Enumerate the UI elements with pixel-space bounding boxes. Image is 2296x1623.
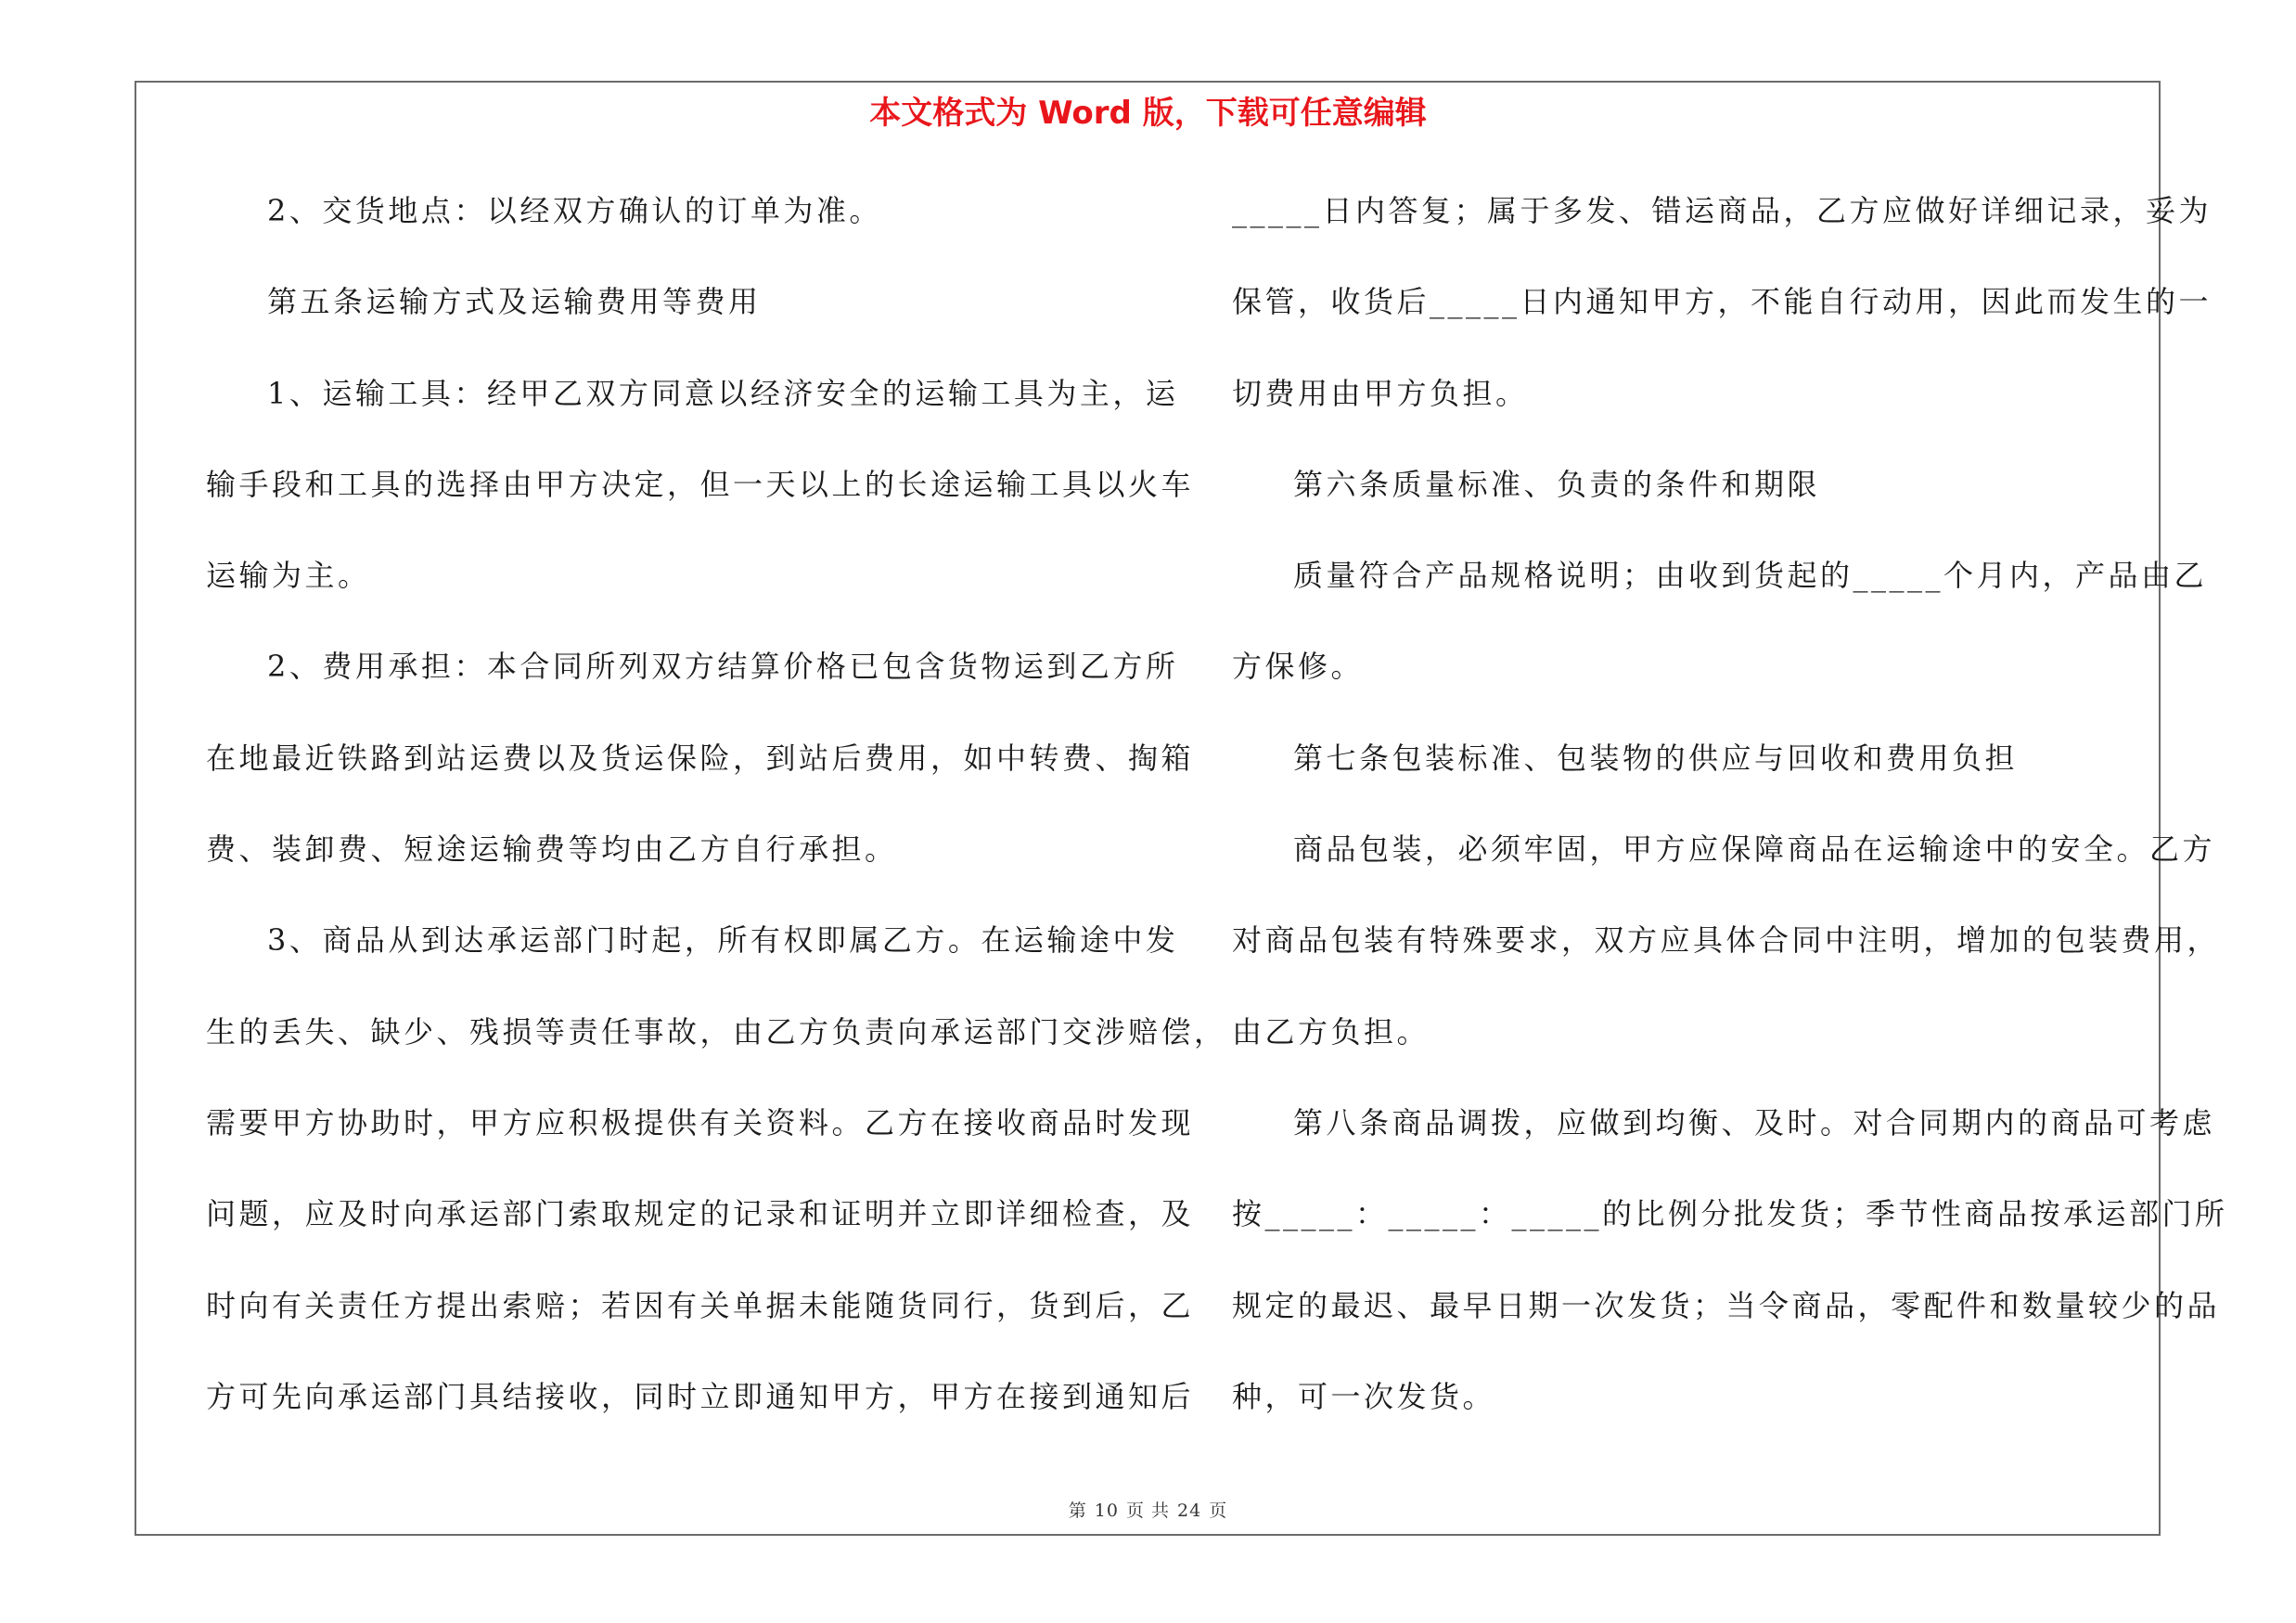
- paragraph-line: 费、装卸费、短途运输费等均由乙方自行承担。: [206, 831, 898, 868]
- paragraph-line: 第八条商品调拨，应做到均衡、及时。对合同期内的商品可考虑: [1293, 1104, 2216, 1140]
- paragraph-line: 1、运输工具：经甲乙双方同意以经济安全的运输工具为主，运: [267, 375, 1179, 411]
- right-column: [1232, 184, 2228, 1461]
- paragraph-line: 2、费用承担：本合同所列双方结算价格已包含货物运到乙方所: [267, 649, 1179, 685]
- paragraph-line: 规定的最迟、最早日期一次发货；当令商品，零配件和数量较少的品: [1232, 1287, 2221, 1323]
- paragraph-line: 输手段和工具的选择由甲方决定，但一天以上的长途运输工具以火车: [206, 466, 1195, 502]
- paragraph-line: 保管，收货后_____日内通知甲方，不能自行动用，因此而发生的一: [1232, 284, 2213, 320]
- left-column: [206, 184, 1227, 1461]
- paragraph-line: 对商品包装有特殊要求，双方应具体合同中注明，增加的包装费用，: [1232, 922, 2221, 959]
- format-banner: 本文格式为 Word 版，下载可任意编辑: [869, 95, 1427, 132]
- paragraph-line: _____日内答复；属于多发、错运商品，乙方应做好详细记录，妥为: [1232, 193, 2213, 228]
- paragraph-line: 由乙方负担。: [1232, 1013, 1430, 1050]
- paragraph-line: 第六条质量标准、负责的条件和期限: [1293, 466, 1821, 502]
- paragraph-line: 方可先向承运部门具结接收，同时立即通知甲方，甲方在接到通知后: [206, 1378, 1195, 1414]
- paragraph-line: 种，可一次发货。: [1232, 1378, 1496, 1414]
- paragraph-line: 切费用由甲方负担。: [1232, 375, 1529, 411]
- paragraph-line: 方保修。: [1232, 649, 1365, 685]
- paragraph-line: 2、交货地点：以经双方确认的订单为准。: [267, 193, 882, 228]
- paragraph-line: 在地最近铁路到站运费以及货运保险，到站后费用，如中转费、掏箱: [206, 740, 1195, 776]
- paragraph-line: 商品包装，必须牢固，甲方应保障商品在运输途中的安全。乙方: [1293, 831, 2216, 868]
- page-footer: [0, 1498, 2296, 1524]
- paragraph-line: 生的丢失、缺少、残损等责任事故，由乙方负责向承运部门交涉赔偿，: [206, 1013, 1227, 1050]
- paragraph-line: 第五条运输方式及运输费用等费用: [267, 284, 762, 320]
- paragraph-line: 运输为主。: [206, 558, 371, 594]
- footer-total-pages: 24: [1177, 1501, 1202, 1521]
- footer-prefix: 第: [1068, 1501, 1087, 1521]
- paragraph-line: 需要甲方协助时，甲方应积极提供有关资料。乙方在接收商品时发现: [206, 1104, 1195, 1140]
- paragraph-line: 质量符合产品规格说明；由收到货起的_____个月内，产品由乙: [1293, 558, 2208, 594]
- footer-current-page: 10: [1094, 1501, 1119, 1521]
- paragraph-line: 按_____：_____：_____的比例分批发货；季节性商品按承运部门所: [1232, 1196, 2228, 1232]
- paragraph-line: 3、商品从到达承运部门时起，所有权即属乙方。在运输途中发: [267, 922, 1179, 959]
- footer-middle: 页 共: [1125, 1501, 1171, 1521]
- footer-suffix: 页: [1209, 1501, 1228, 1521]
- paragraph-line: 第七条包装标准、包装物的供应与回收和费用负担: [1293, 740, 2019, 776]
- paragraph-line: 问题，应及时向承运部门索取规定的记录和证明并立即详细检查，及: [206, 1196, 1195, 1232]
- paragraph-line: 时向有关责任方提出索赔；若因有关单据未能随货同行，货到后，乙: [206, 1287, 1195, 1323]
